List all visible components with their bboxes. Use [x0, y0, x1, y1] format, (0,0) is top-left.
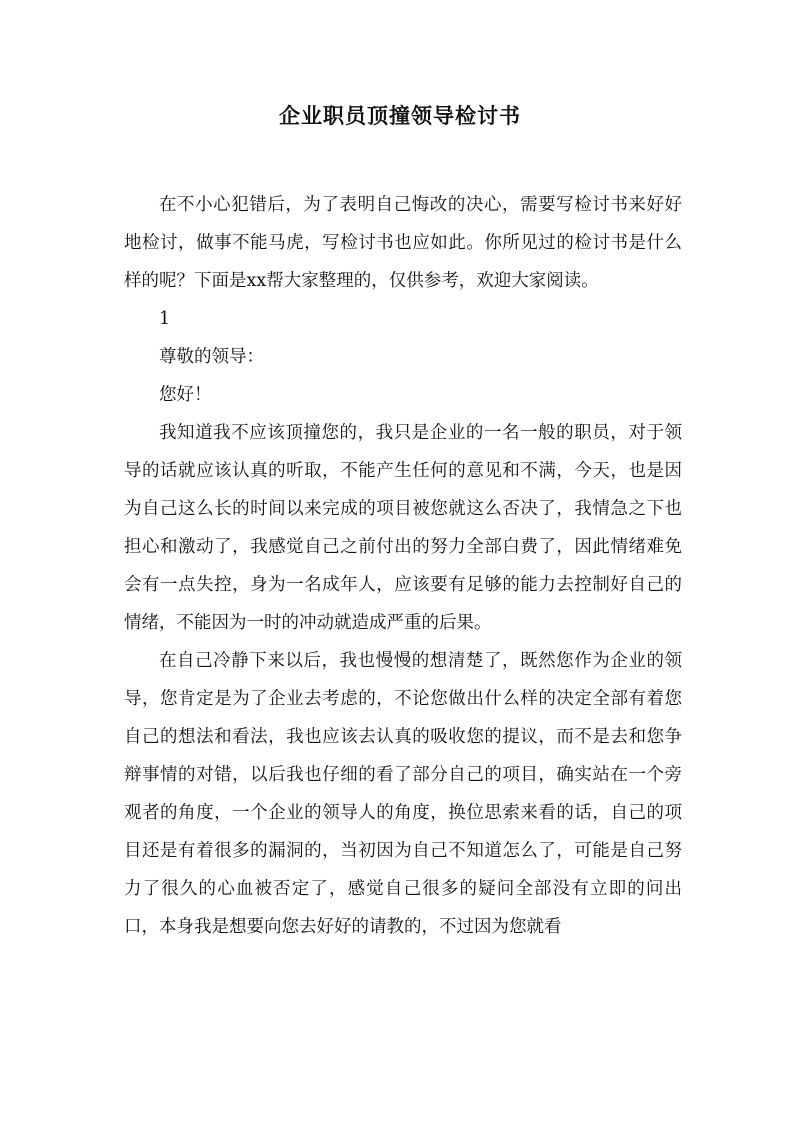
document-title: 企业职员顶撞领导检讨书 [279, 103, 521, 128]
body-paragraph: 我知道我不应该顶撞您的，我只是企业的一名一般的职员，对于领导的话就应该认真的听取，不能产生任何的意见和不满，今天，也是因为自己这么长的时间以来完成的项目被您就这么否决了，我情急之下也担心和激动了，我感觉自己之前付出的努力全部白费了，因此情绪难免会有一点失控，身为一名成年人，应该要有足够的能力去控制好自己的情绪，不能因为一时的冲动就造成严重的后果。 [124, 423, 682, 633]
document-body [124, 186, 682, 946]
salutation: 尊敬的领导： [159, 347, 264, 367]
intro-paragraph: 在不小心犯错后，为了表明自己悔改的决心，需要写检讨书来好好地检讨，做事不能马虎，写检讨书也应如此。你所见过的检讨书是什么样的呢？下面是xx帮大家整理的，仅供参考，欢迎大家阅读。 [124, 195, 682, 291]
body-paragraph: 在自己冷静下来以后，我也慢慢的想清楚了，既然您作为企业的领导，您肯定是为了企业去考虑的，不论您做出什么样的决定全部有着您自己的想法和看法，我也应该去认真的吸收您的提议，而不是去和您争辩事情的对错，以后我也仔细的看了部分自己的项目，确实站在一个旁观者的角度，一个企业的领导人的角度，换位思索来看的话，自己的项目还是有着很多的漏洞的，当初因为自己不知道怎么了，可能是自己努力了很久的心血被否定了，感觉自己很多的疑问全部没有立即的问出口，本身我是想要向您去好好的请教的，不过因为您就看 [124, 651, 682, 937]
greeting: 您好！ [159, 385, 212, 405]
section-number: 1 [159, 309, 171, 329]
